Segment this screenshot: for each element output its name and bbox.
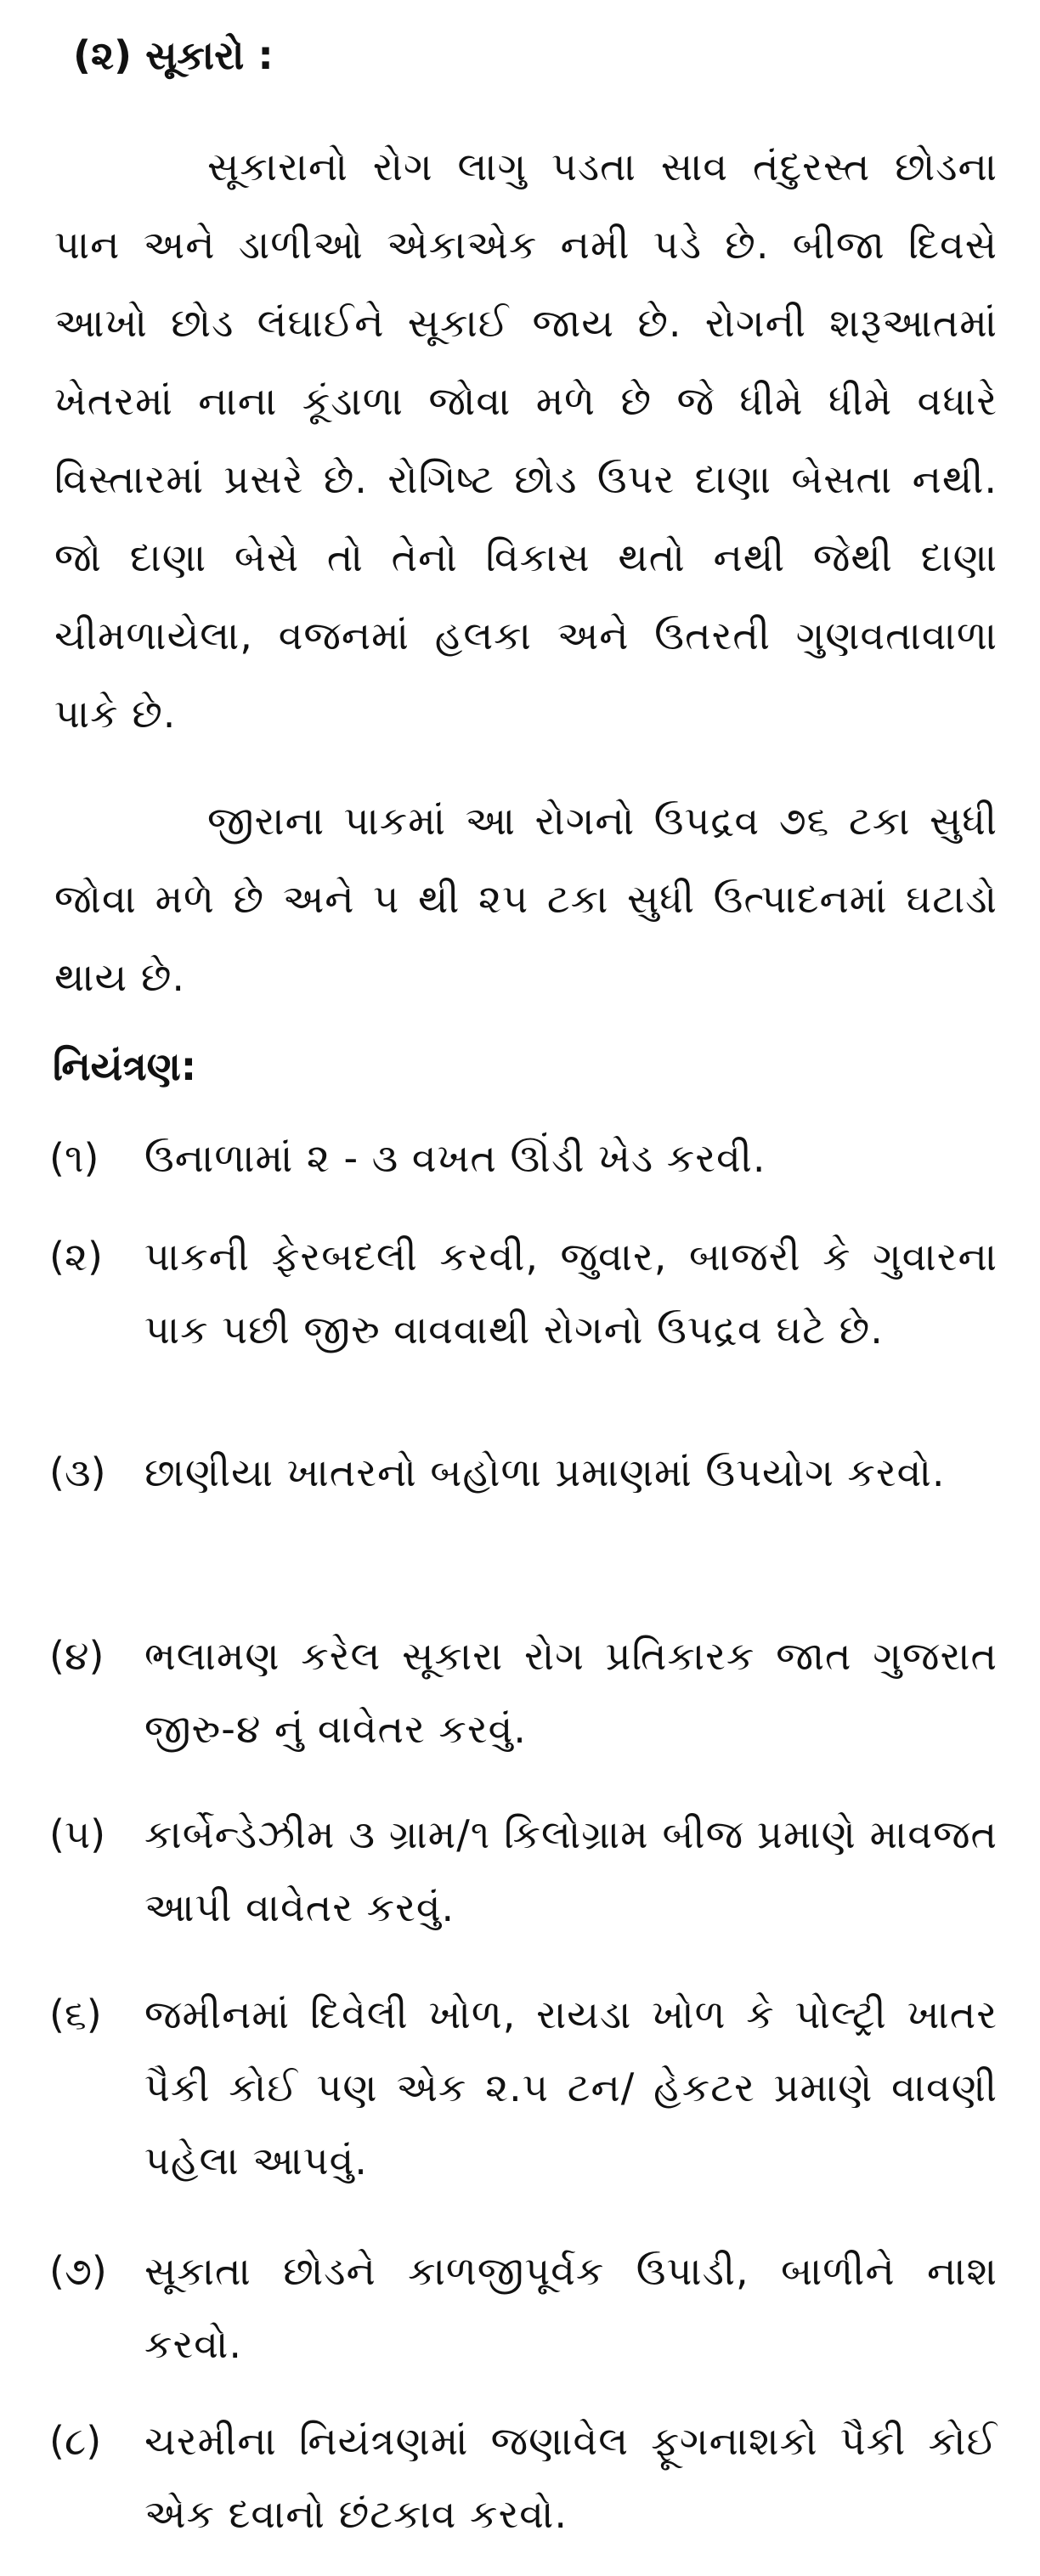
list-item-number: (૨) bbox=[49, 1234, 103, 1280]
list-item-number: (૭) bbox=[49, 2248, 107, 2294]
list-item-text: કાર્બેન્ડેઝીમ ૩ ગ્રામ/૧ કિલોગ્રામ બીજ પ્રમાણે માવજત આપી વાવેતર કરવું. bbox=[144, 1811, 998, 1930]
list-item-text: ભલામણ કરેલ સૂકારા રોગ પ્રતિકારક જાત ગુજરાત જીરુ-૪ નું વાવેતર કરવું. bbox=[144, 1633, 998, 1752]
paragraph-text: સૂકારાનો રોગ લાગુ પડતા સાવ તંદુરસ્ત છોડના પાન અને ડાળીઓ એકાએક નમી પડે છે. બીજા દિવસે આખો છોડ લંઘાઈને સૂકાઈ જાય છે. રોગની શરૂઆતમાં ખેતરમાં નાના કૂંડાળા જોવા મળે છે જે ધીમે ધીમે વધારે વિસ્તારમાં પ્રસરે છે. રોગિષ્ટ છોડ ઉપર દાણા બેસતા નથી. જો દાણા બેસે તો તેનો વિકાસ થતો નથી જેથી દાણા ચીમળાયેલા, વજનમાં હલકા અને ઉતરતી ગુણવતાવાળા પાકે છે. bbox=[54, 144, 998, 737]
list-item-number: (૮) bbox=[49, 2418, 102, 2464]
list-item-number: (૧) bbox=[49, 1135, 99, 1181]
list-item bbox=[49, 1619, 998, 1765]
list-item-text: છાણીયા ખાતરનો બહોળા પ્રમાણમાં ઉપયોગ કરવો. bbox=[144, 1449, 946, 1495]
paragraph-text: જીરાના પાકમાં આ રોગનો ઉપદ્રવ ૭૬ ટકા સુધી જોવા મળે છે અને ૫ થી ૨૫ ટકા સુધી ઉત્પાદનમાં ઘટાડો થાય છે. bbox=[54, 798, 998, 1000]
list-item bbox=[49, 2234, 998, 2381]
list-item-text: ચરમીના નિયંત્રણમાં જણાવેલ ફૂગનાશકો પૈકી કોઈ એક દવાનો છંટકાવ કરવો. bbox=[144, 2418, 998, 2537]
list-item bbox=[49, 1978, 998, 2197]
list-item-text: પાકની ફેરબદલી કરવી, જુવાર, બાજરી કે ગુવારના પાક પછી જીરુ વાવવાથી રોગનો ઉપદ્રવ ઘટે છે. bbox=[144, 1234, 998, 1353]
list-item-text: જમીનમાં દિવેલી ખોળ, રાયડા ખોળ કે પોલ્ટ્રી ખાતર પૈકી કોઈ પણ એક ૨.૫ ટન/ હેકટર પ્રમાણે વાવણી પહેલા આપવું. bbox=[144, 1991, 998, 2183]
section-heading: (૨) સૂકારો : bbox=[73, 32, 274, 78]
list-item-text: ઉનાળામાં ૨ - ૩ વખત ઊંડી ખેડ કરવી. bbox=[144, 1135, 766, 1181]
list-item-number: (૩) bbox=[49, 1449, 106, 1495]
list-item-number: (૬) bbox=[49, 1991, 102, 2037]
control-heading: નિયંત્રણ: bbox=[53, 1043, 197, 1089]
list-item bbox=[49, 1220, 998, 1366]
list-item bbox=[49, 1436, 998, 1509]
list-item bbox=[49, 1798, 998, 1944]
list-item bbox=[49, 1121, 998, 1195]
list-item-number: (૫) bbox=[49, 1811, 106, 1857]
list-item-number: (૪) bbox=[49, 1633, 105, 1679]
list-item-text: સૂકાતા છોડને કાળજીપૂર્વક ઉપાડી, બાળીને નાશ કરવો. bbox=[144, 2248, 998, 2367]
list-item bbox=[49, 2404, 998, 2551]
paragraph-symptoms bbox=[54, 127, 998, 753]
paragraph-damage bbox=[54, 782, 998, 1016]
